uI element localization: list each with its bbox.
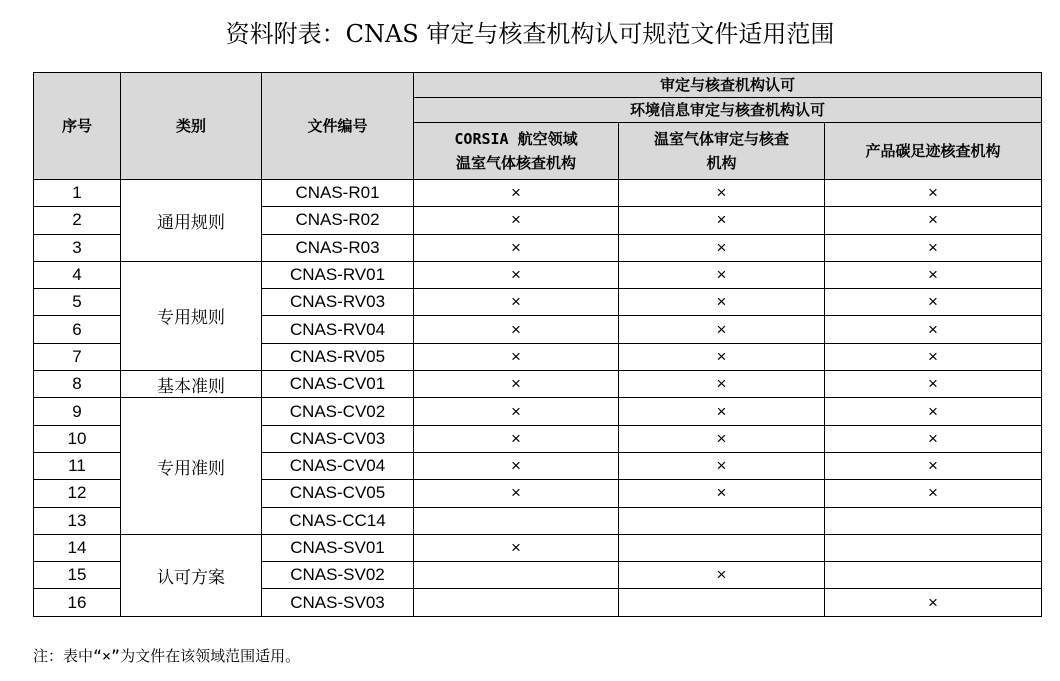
doc-code: CNAS-RV01: [262, 261, 414, 288]
mark-cell: ×: [414, 207, 619, 234]
mark-cell: ×: [619, 343, 825, 370]
row-number: 12: [34, 480, 121, 507]
mark-cell: ×: [825, 398, 1042, 425]
mark-cell: ×: [825, 234, 1042, 261]
mark-cell: ×: [825, 261, 1042, 288]
row-number: 15: [34, 562, 121, 589]
category-cell: 专用规则: [121, 261, 262, 370]
mark-cell: ×: [825, 371, 1042, 398]
doc-code: CNAS-R02: [262, 207, 414, 234]
mark-cell: ×: [414, 452, 619, 479]
mark-cell: ×: [619, 234, 825, 261]
doc-code: CNAS-CV04: [262, 452, 414, 479]
row-number: 6: [34, 316, 121, 343]
mark-cell: ×: [414, 261, 619, 288]
mark-cell: ×: [619, 316, 825, 343]
mark-cell: ×: [825, 480, 1042, 507]
mark-cell: ×: [414, 398, 619, 425]
mark-cell: ×: [825, 316, 1042, 343]
row-number: 7: [34, 343, 121, 370]
scope-table: [33, 72, 1042, 617]
mark-cell: [414, 507, 619, 534]
doc-code: CNAS-CV05: [262, 480, 414, 507]
mark-cell: ×: [414, 425, 619, 452]
header-col-ghg-line1: 温室气体审定与核查: [653, 130, 789, 148]
row-number: 9: [34, 398, 121, 425]
mark-cell: ×: [825, 343, 1042, 370]
mark-cell: ×: [619, 371, 825, 398]
mark-cell: ×: [619, 452, 825, 479]
footnote: 注：表中“×”为文件在该领域范围适用。: [33, 647, 301, 665]
row-number: 4: [34, 261, 121, 288]
mark-cell: ×: [619, 425, 825, 452]
doc-code: CNAS-CV01: [262, 371, 414, 398]
row-number: 13: [34, 507, 121, 534]
header-col-ghg-line2: 机构: [706, 154, 737, 172]
row-number: 10: [34, 425, 121, 452]
doc-code: CNAS-RV04: [262, 316, 414, 343]
mark-cell: ×: [619, 261, 825, 288]
doc-code: CNAS-CV02: [262, 398, 414, 425]
category-cell: 基本准则: [121, 371, 262, 398]
doc-code: CNAS-CC14: [262, 507, 414, 534]
mark-cell: [825, 562, 1042, 589]
category-cell: 认可方案: [121, 534, 262, 616]
mark-cell: [619, 534, 825, 561]
mark-cell: ×: [825, 207, 1042, 234]
row-number: 11: [34, 452, 121, 479]
mark-cell: ×: [619, 398, 825, 425]
table-row: [34, 261, 1042, 288]
page-title: 资料附表：CNAS 审定与核查机构认可规范文件适用范围: [225, 20, 835, 48]
header-group-main: 审定与核查机构认可: [414, 73, 1042, 98]
mark-cell: ×: [619, 207, 825, 234]
mark-cell: ×: [619, 289, 825, 316]
doc-code: CNAS-SV01: [262, 534, 414, 561]
mark-cell: ×: [825, 589, 1042, 616]
mark-cell: [825, 507, 1042, 534]
mark-cell: ×: [414, 180, 619, 207]
mark-cell: ×: [619, 480, 825, 507]
header-category: 类别: [121, 73, 262, 180]
mark-cell: [414, 562, 619, 589]
mark-cell: ×: [414, 534, 619, 561]
doc-code: CNAS-SV02: [262, 562, 414, 589]
mark-cell: ×: [825, 452, 1042, 479]
mark-cell: [414, 589, 619, 616]
row-number: 8: [34, 371, 121, 398]
doc-code: CNAS-CV03: [262, 425, 414, 452]
mark-cell: ×: [414, 289, 619, 316]
row-number: 5: [34, 289, 121, 316]
table-row: [34, 534, 1042, 561]
doc-code: CNAS-R03: [262, 234, 414, 261]
row-number: 3: [34, 234, 121, 261]
mark-cell: [619, 589, 825, 616]
mark-cell: ×: [825, 180, 1042, 207]
header-col-corsia-line2: 温室气体核查机构: [455, 154, 576, 172]
mark-cell: [825, 534, 1042, 561]
header-col-ghg: [619, 123, 825, 180]
category-cell: 通用规则: [121, 180, 262, 262]
mark-cell: ×: [414, 234, 619, 261]
mark-cell: ×: [414, 343, 619, 370]
table-row: [34, 371, 1042, 398]
header-seq: 序号: [34, 73, 121, 180]
mark-cell: [619, 507, 825, 534]
header-col-corsia: [414, 123, 619, 180]
mark-cell: ×: [825, 289, 1042, 316]
row-number: 16: [34, 589, 121, 616]
row-number: 1: [34, 180, 121, 207]
header-col-corsia-line1: CORSIA 航空领域: [454, 130, 578, 148]
mark-cell: ×: [619, 180, 825, 207]
doc-code: CNAS-RV05: [262, 343, 414, 370]
header-col-carbon-footprint: 产品碳足迹核查机构: [825, 123, 1042, 180]
mark-cell: ×: [619, 562, 825, 589]
mark-cell: ×: [414, 480, 619, 507]
row-number: 14: [34, 534, 121, 561]
header-doc-code: 文件编号: [262, 73, 414, 180]
doc-code: CNAS-R01: [262, 180, 414, 207]
table-row: [34, 180, 1042, 207]
mark-cell: ×: [414, 316, 619, 343]
row-number: 2: [34, 207, 121, 234]
header-group-sub: 环境信息审定与核查机构认可: [414, 98, 1042, 123]
category-cell: 专用准则: [121, 398, 262, 534]
table-row: [34, 398, 1042, 425]
mark-cell: ×: [825, 425, 1042, 452]
doc-code: CNAS-SV03: [262, 589, 414, 616]
mark-cell: ×: [414, 371, 619, 398]
doc-code: CNAS-RV03: [262, 289, 414, 316]
